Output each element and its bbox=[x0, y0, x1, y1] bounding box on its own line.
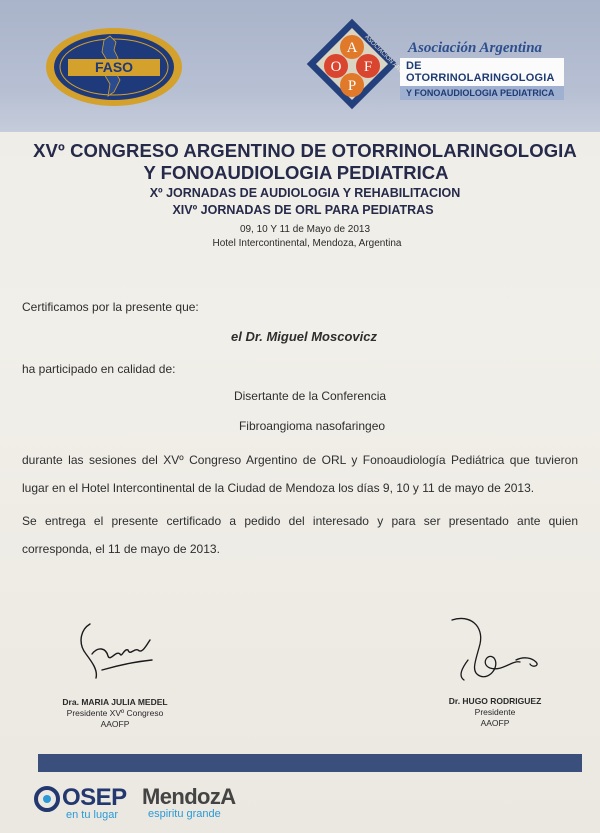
signer-left-org: AAOFP bbox=[100, 719, 130, 729]
signer-right-name: Dr. HUGO RODRIGUEZ bbox=[448, 696, 542, 706]
signer-right-org: AAOFP bbox=[480, 718, 510, 728]
osep-tagline: en tu lugar bbox=[66, 809, 118, 821]
osep-logo bbox=[34, 784, 134, 824]
congress-titles bbox=[0, 140, 600, 251]
congress-title-line4: XIVº JORNADAS DE ORL PARA PEDIATRAS bbox=[172, 203, 434, 217]
signer-right bbox=[420, 696, 570, 729]
aaofp-wordmark bbox=[400, 40, 564, 100]
aaofp-logo bbox=[302, 14, 402, 114]
aaofp-letter-o: O bbox=[330, 59, 342, 75]
congress-dates: 09, 10 Y 11 de Mayo de 2013 bbox=[239, 224, 371, 235]
role-line2: Fibroangioma nasofaringeo bbox=[238, 419, 386, 433]
mendoza-name: MendozA bbox=[142, 784, 236, 809]
sessions-paragraph: durante las sesiones del XVº Congreso Argentino de ORL y Fonoaudiología Pediátrica que tuvieron lugar en el Hotel Intercontinental de la Ciudad de Mendoza los días 9, 10 y 11 de mayo de 2013. bbox=[22, 453, 578, 495]
signer-right-role: Presidente bbox=[474, 707, 516, 717]
congress-title-line2: Y FONOAUDIOLOGIA PEDIATRICA bbox=[143, 162, 449, 183]
aaofp-letter-p: P bbox=[347, 78, 357, 94]
certify-statement: Certificamos por la presente que: bbox=[22, 300, 199, 314]
signature-right bbox=[440, 610, 550, 690]
congress-title-line1: XVº CONGRESO ARGENTINO DE OTORRINOLARINGOLOGIA bbox=[33, 140, 577, 161]
osep-mark-icon bbox=[34, 786, 60, 812]
footer-band bbox=[38, 754, 582, 772]
congress-venue: Hotel Intercontinental, Mendoza, Argentina bbox=[212, 238, 402, 249]
congress-title-line3: Xº JORNADAS DE AUDIOLOGIA Y REHABILITACION bbox=[149, 186, 461, 200]
header-band bbox=[0, 0, 600, 132]
aaofp-letter-a: A bbox=[346, 40, 358, 56]
signer-left-name: Dra. MARIA JULIA MEDEL bbox=[62, 697, 168, 707]
recipient-name: el Dr. Miguel Moscovicz bbox=[231, 329, 377, 344]
role-line1: Disertante de la Conferencia bbox=[233, 389, 387, 403]
aaofp-letter-f: F bbox=[363, 59, 373, 75]
faso-logo bbox=[44, 26, 184, 108]
assoc-title: Asociación Argentina bbox=[408, 40, 543, 56]
aaofp-ring-text: ASOCIACION ARGENTINA bbox=[363, 34, 402, 91]
mendoza-logo bbox=[142, 784, 252, 824]
mendoza-tagline: espiritu grande bbox=[148, 808, 221, 820]
osep-name: OSEP bbox=[62, 784, 127, 811]
participation-statement: ha participado en calidad de: bbox=[22, 362, 176, 376]
signer-left-role: Presidente XVº Congreso bbox=[66, 708, 164, 718]
signer-left bbox=[40, 697, 190, 730]
issuance-paragraph: Se entrega el presente certificado a pedido del interesado y para ser presentado ante quien corresponda, el 11 de mayo de 2013. bbox=[22, 514, 578, 556]
assoc-line2: Y FONOAUDIOLOGIA PEDIATRICA bbox=[400, 86, 564, 100]
faso-logo-text: FASO bbox=[94, 59, 134, 75]
assoc-line1: DE OTORRINOLARINGOLOGIA bbox=[400, 58, 564, 86]
signature-left bbox=[72, 610, 162, 690]
